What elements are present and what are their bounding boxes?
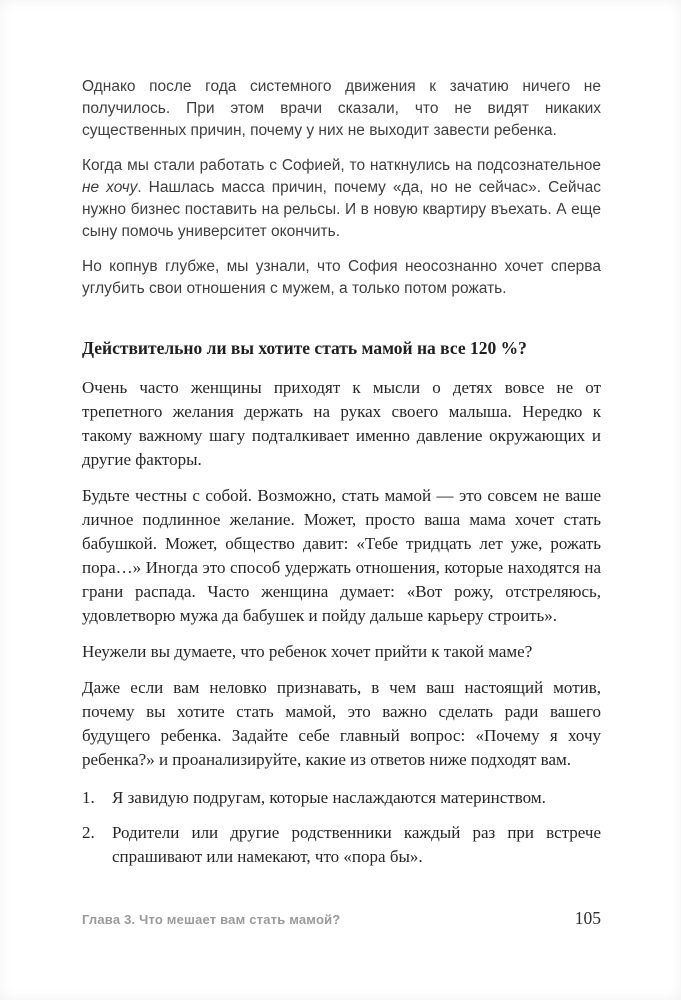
case-study-paragraph-2-after: . Нашлась масса причин, почему «да, но не сейчас». Сейчас нужно бизнес поставить на рельсы. И в новую квартиру въехать. А еще сыну помочь университет окончить. [82, 179, 601, 240]
section-heading: Действительно ли вы хотите стать мамой на все 120 %? [82, 338, 527, 358]
list-item-2-number: 2. [82, 823, 95, 842]
page-content [82, 76, 601, 880]
body-paragraph-3: Неужели вы думаете, что ребенок хочет прийти к такой маме? [82, 642, 533, 661]
body-paragraph-2: Будьте честны с собой. Возможно, стать мамой — это совсем не ваше личное подлинное желание. Может, просто ваша мама хочет стать бабушкой. Может, общество давит: «Тебе тридцать лет уже, рожать пора…» Иногда это способ удержать отношения, которые находятся на грани распада. Часто женщина думает: «Вот рожу, отстреляюсь, удовлетворю мужа да бабушек и пойду дальше карьеру строить». [82, 486, 601, 625]
footer-chapter-title: Глава 3. Что мешает вам стать мамой? [82, 912, 341, 927]
body-paragraph-1: Очень часто женщины приходят к мысли о детях вовсе не от трепетного желания держать на руках своего малыша. Нередко к такому важному шагу подталкивает именно давление окружающих и другие факторы. [82, 378, 601, 469]
case-study-paragraph-2-italic: не хочу [82, 179, 138, 196]
body-paragraph-4: Даже если вам неловко признавать, в чем ваш настоящий мотив, почему вы хотите стать мамой, это важно сделать ради вашего будущего ребенка. Задайте себе главный вопрос: «Почему я хочу ребенка?» и проанализируйте, какие из ответов ниже подходят вам. [82, 678, 601, 769]
list-item-2-text: Родители или другие родственники каждый раз при встрече спрашивают или намекают, что «пора бы». [112, 823, 601, 866]
page-footer [82, 908, 601, 929]
case-study-paragraph-2 [82, 155, 601, 243]
case-study-paragraph-3: Но копнув глубже, мы узнали, что София неосознанно хочет сперва углубить свои отношения с мужем, а только потом рожать. [82, 258, 601, 297]
case-study-paragraph-2-before: Когда мы стали работать с Софией, то наткнулись на подсознательное [82, 157, 601, 174]
list-item-1 [82, 786, 601, 810]
list-item-2 [82, 821, 601, 869]
numbered-list [82, 786, 601, 869]
case-study-paragraph-1: Однако после года системного движения к зачатию ничего не получилось. При этом врачи сказали, что не видят никаких существенных причин, почему у них не выходит завести ребенка. [82, 78, 601, 139]
list-item-1-text: Я завидую подругам, которые наслаждаются материнством. [112, 788, 546, 807]
list-item-1-number: 1. [82, 788, 95, 807]
page-number: 105 [574, 908, 601, 928]
